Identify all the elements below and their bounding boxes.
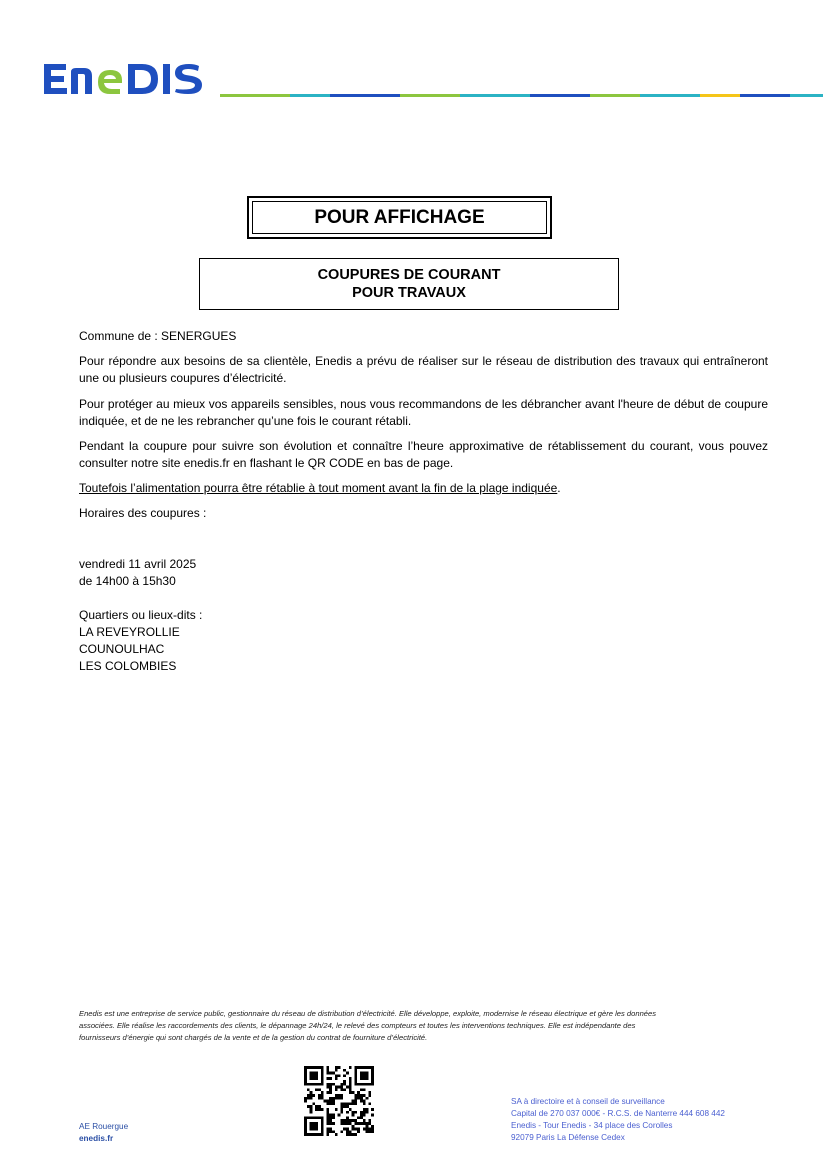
warning-line (79, 480, 768, 497)
outage-date: vendredi 11 avril 2025 (79, 557, 197, 571)
enedis-logo-graphic (40, 58, 216, 100)
warning-end: . (557, 481, 561, 495)
company-info-line: SA à directoire et à conseil de surveillance (511, 1097, 665, 1106)
places-label: Quartiers ou lieux-dits : (79, 608, 203, 622)
qr-code[interactable] (304, 1066, 374, 1136)
footer-left (79, 1121, 128, 1145)
display-notice-box (247, 196, 552, 239)
footer-disclaimer (79, 1008, 769, 1044)
enedis-logo (40, 58, 216, 100)
qr-code-icon (304, 1066, 374, 1136)
disclaimer-line: fournisseurs d’énergie qui sont chargés de la vente et de la gestion du contrat de fourniture d’électricité. (79, 1033, 428, 1042)
footer-agency: AE Rouergue (79, 1122, 129, 1131)
notice-subject-line2: POUR TRAVAUX (352, 285, 466, 301)
warning-underlined-text: Toutefois l’alimentation pourra être rétablie à tout moment avant la fin de la plage indiquée (79, 481, 558, 495)
header-rule (220, 94, 823, 97)
disclaimer-line: Enedis est une entreprise de service public, gestionnaire du réseau de distribution d’électricité. Elle développe, exploite, modernise le réseau électrique et gère les données (79, 1009, 657, 1018)
place-item: LA REVEYROLLIE (79, 625, 180, 639)
schedule-label: Horaires des coupures : (79, 506, 207, 520)
company-info-line: Capital de 270 037 000€ - R.C.S. de Nanterre 444 608 442 (511, 1109, 725, 1118)
notice-subject-box (199, 258, 619, 310)
outage-time: de 14h00 à 15h30 (79, 574, 176, 588)
company-info-line: Enedis - Tour Enedis - 34 place des Corolles (511, 1121, 673, 1130)
notice-subject-line1: COUPURES DE COURANT (317, 267, 501, 283)
intro-paragraph: Pour répondre aux besoins de sa clientèle, Enedis a prévu de réaliser sur le réseau de distribution des travaux qui entraîneront une ou plusieurs coupures d’électricité. (79, 354, 768, 385)
commune-line: Commune de : SENERGUES (79, 329, 237, 343)
place-item: COUNOULHAC (79, 642, 165, 656)
display-notice-title: POUR AFFICHAGE (252, 201, 547, 234)
footer-company-info (511, 1096, 725, 1144)
advice-paragraph: Pour protéger au mieux vos appareils sensibles, nous vous recommandons de les débrancher avant l'heure de début de coupure indiquée, et de ne les rebrancher qu’une fois le courant rétabli. (79, 397, 768, 428)
tracking-paragraph: Pendant la coupure pour suivre son évolution et connaître l’heure approximative de rétablissement du courant, vous pouvez consulter notre site enedis.fr en flashant le QR CODE en bas de page. (79, 439, 768, 470)
place-item: LES COLOMBIES (79, 659, 177, 673)
footer-website-link[interactable]: enedis.fr (79, 1134, 114, 1143)
disclaimer-line: associées. Elle réalise les raccordements des clients, le dépannage 24h/24, le relevé des compteurs et toutes les interventions techniques. Elle est indépendante des (79, 1021, 636, 1030)
company-info-line: 92079 Paris La Défense Cedex (511, 1133, 625, 1142)
